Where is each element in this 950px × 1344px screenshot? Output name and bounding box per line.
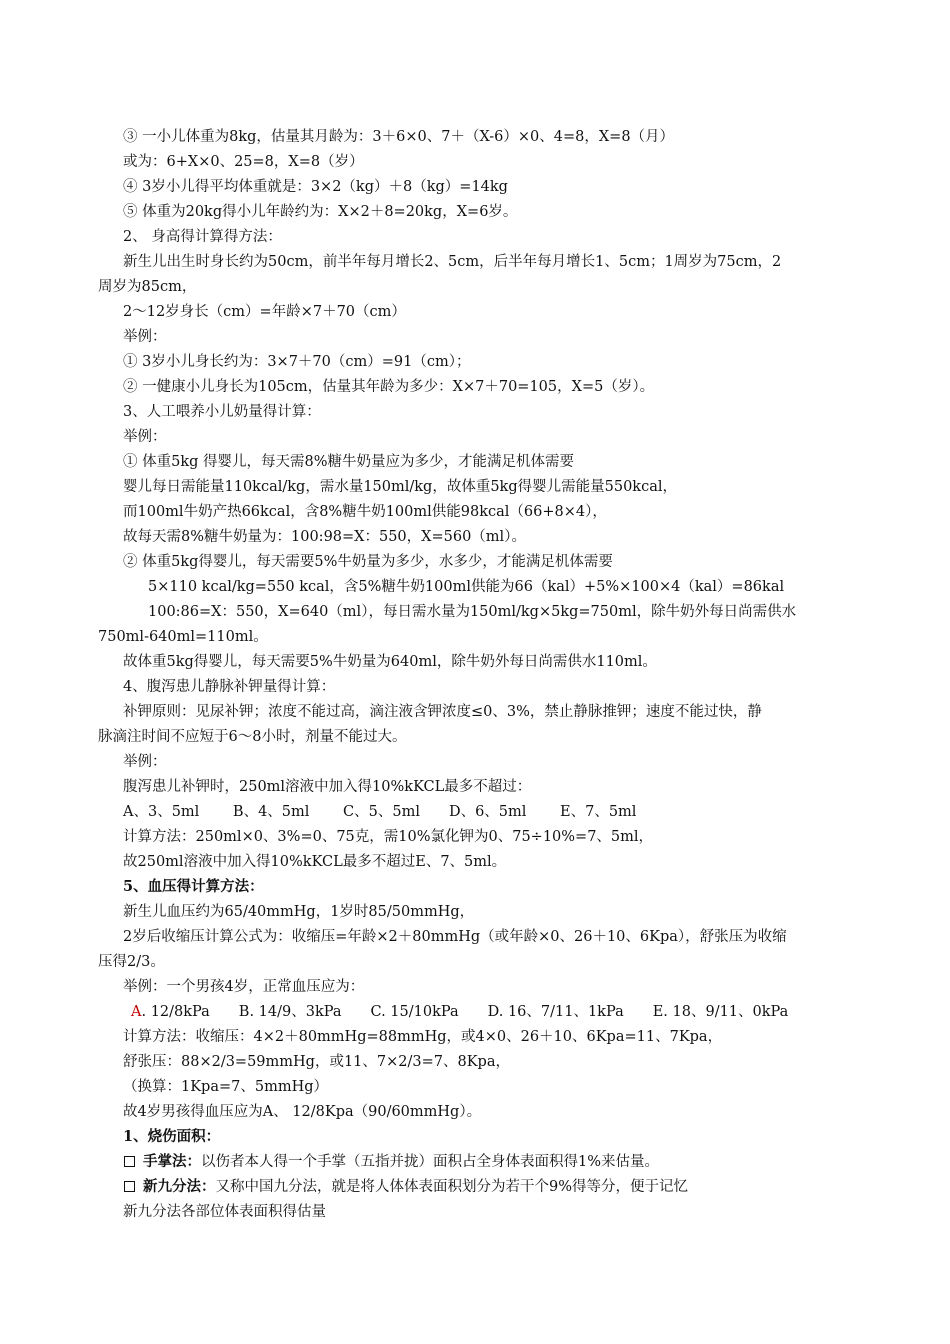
bullet-term: 新九分法： <box>143 1178 216 1195</box>
section-heading: 3、人工喂养小儿奶量得计算： <box>123 404 321 420</box>
text-line: 750ml-640ml=110ml。 <box>98 629 268 645</box>
section-heading: 2、 身高得计算得方法： <box>123 229 282 245</box>
bullet-text: 又称中国九分法，就是将人体体表面积划分为若干个9%得等分，便于记忆 <box>215 1179 689 1195</box>
text-line: 故每天需8%糖牛奶量为：100:98=X：550，X=560（ml）。 <box>123 529 526 545</box>
section-heading: 4、腹泻患儿静脉补钾量得计算： <box>123 679 336 695</box>
bullet-text: 以伤者本人得一个手掌（五指并拢）面积占全身体表面积得1%来估量。 <box>201 1154 660 1170</box>
text-line: 舒张压：88×2/3=59mmHg，或11、7×2/3=7、8Kpa， <box>123 1054 510 1070</box>
text-line: 计算方法：收缩压：4×2＋80mmHg=88mmHg，或4×0、26＋10、6Kpa=11、7Kpa， <box>123 1029 723 1045</box>
text-line: 计算方法：250ml×0、3%=0、75克，需10%氯化钾为0、75÷10%=7、5ml， <box>123 829 654 845</box>
section-heading: 5、血压得计算方法： <box>123 878 264 895</box>
checkbox-icon <box>124 1181 135 1192</box>
text-line: 举例： <box>123 329 167 345</box>
checkbox-icon <box>124 1156 135 1167</box>
text-line: 2岁后收缩压计算公式为：收缩压=年龄×2＋80mmHg（或年龄×0、26＋10、6Kpa），舒张压为收缩 <box>123 929 787 945</box>
text-line: （换算：1Kpa=7、5mmHg） <box>123 1079 329 1095</box>
text-line: ③ 一小儿体重为8kg，估量其月龄为：3＋6×0、7＋（X-6）×0、4=8，X=8（月） <box>123 129 675 145</box>
text-line: 压得2/3。 <box>98 954 165 970</box>
text-line: 新生儿血压约为65/40mmHg，1岁时85/50mmHg， <box>123 904 475 920</box>
answer-options: A、3、5ml B、4、5ml C、5、5ml D、6、5ml E、7、5ml <box>123 804 637 820</box>
text-line: ⑤ 体重为20kg得小儿年龄约为：X×2＋8=20kg，X=6岁。 <box>123 204 518 220</box>
text-line: 故4岁男孩得血压应为A、 12/8Kpa（90/60mmHg）。 <box>123 1104 482 1120</box>
text-line: 2～12岁身长（cm）=年龄×7＋70（cm） <box>123 304 406 320</box>
bullet-item <box>124 1152 659 1172</box>
text-line: 新生儿出生时身长约为50cm，前半年每月增长2、5cm，后半年每月增长1、5cm；1周岁为75cm，2 <box>123 254 782 270</box>
section-heading: 1、烧伤面积： <box>123 1128 221 1145</box>
text-line: 举例： <box>123 754 167 770</box>
text-line: 而100ml牛奶产热66kcal，含8%糖牛奶100ml供能98kcal（66+8×4）， <box>123 504 607 520</box>
text-line: ④ 3岁小儿得平均体重就是：3×2（kg）＋8（kg）=14kg <box>123 179 508 195</box>
highlighted-answer: A <box>131 1004 142 1020</box>
text-line: 婴儿每日需能量110kcal/kg，需水量150ml/kg，故体重5kg得婴儿需能量550kcal， <box>123 479 677 495</box>
answer-options <box>131 1002 788 1022</box>
text-line: 5×110 kcal/kg=550 kcal，含5%糖牛奶100ml供能为66（kal）+5%×100×4（kal）=86kal <box>148 579 785 595</box>
text-line: 举例： <box>123 429 167 445</box>
text-line: 补钾原则：见尿补钾；浓度不能过高，滴注液含钾浓度≤0、3%，禁止静脉推钾；速度不能过快，静 <box>123 704 762 720</box>
text-line: 100:86=X：550，X=640（ml），每日需水量为150ml/kg×5kg=750ml，除牛奶外每日尚需供水 <box>148 604 797 620</box>
text-line: 或为：6+X×0、25=8，X=8（岁） <box>123 154 364 170</box>
text-line: ② 体重5kg得婴儿，每天需要5%牛奶量为多少，水多少，才能满足机体需要 <box>123 554 613 570</box>
text-line: 举例：一个男孩4岁，正常血压应为： <box>123 979 365 995</box>
bullet-item <box>124 1177 688 1197</box>
text-line: 新九分法各部位体表面积得估量 <box>123 1204 326 1220</box>
text-line: 腹泻患儿补钾时，250ml溶液中加入得10%kKCL最多不超过： <box>123 779 532 795</box>
text-line: 周岁为85cm， <box>98 279 197 295</box>
answer-options-text: . 12/8kPa B. 14/9、3kPa C. 15/10kPa D. 16、7/11、1kPa E. 18、9/11、0kPa <box>141 1004 789 1020</box>
text-line: ① 3岁小儿身长约为：3×7＋70（cm）=91（cm）； <box>123 354 471 370</box>
text-line: 脉滴注时间不应短于6～8小时，剂量不能过大。 <box>98 729 407 745</box>
text-line: ② 一健康小儿身长为105cm，估量其年龄为多少：X×7＋70=105，X=5（岁）。 <box>123 379 655 395</box>
text-line: 故体重5kg得婴儿，每天需要5%牛奶量为640ml，除牛奶外每日尚需供水110ml。 <box>123 654 657 670</box>
bullet-term: 手掌法： <box>143 1153 201 1170</box>
text-line: ① 体重5kg 得婴儿，每天需8%糖牛奶量应为多少，才能满足机体需要 <box>123 454 575 470</box>
text-line: 故250ml溶液中加入得10%kKCL最多不超过E、7、5ml。 <box>123 854 507 870</box>
